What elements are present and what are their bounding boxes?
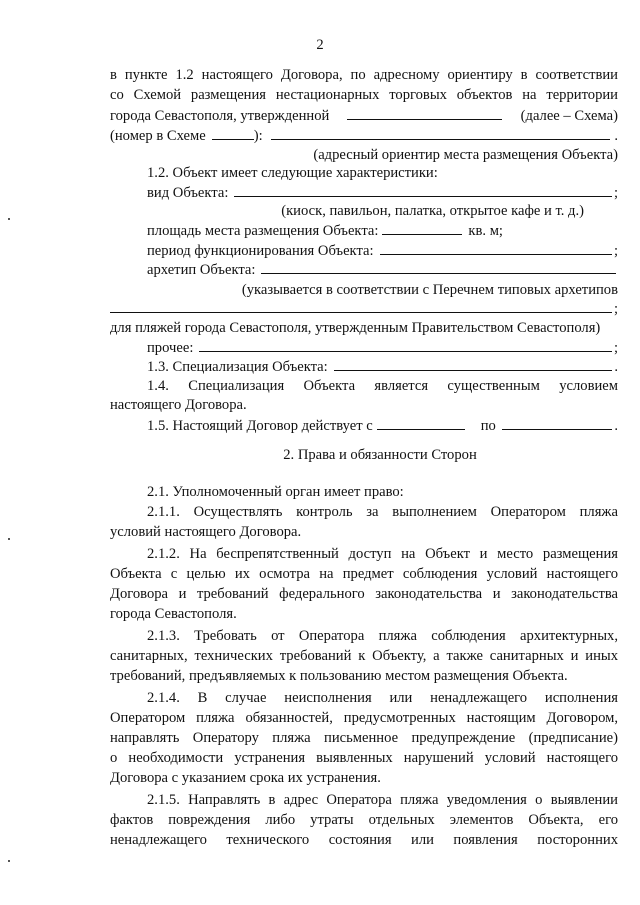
text-fragment: архетип Объекта: — [147, 262, 256, 278]
text-fragment: 1.5. Настоящий Договор действует с — [147, 418, 373, 434]
field-hint: (указывается в соответствии с Перечнем типовых архетипов — [241, 282, 618, 298]
text-line: 2.1.1. Осуществлять контроль за выполнением Оператором пляжа — [147, 504, 618, 520]
text-line: ненадлежащего технического состояния или появления посторонних — [110, 832, 618, 848]
blank-field — [271, 125, 611, 140]
text-line — [110, 105, 618, 125]
text-line: 2.1. Уполномоченный орган имеет право: — [147, 484, 404, 500]
text-line: 2.1.2. На беспрепятственный доступ на Объект и место размещения — [147, 546, 618, 562]
text-line: Оператором пляжа обязанностей, предусмотренных настоящим Договором, — [110, 710, 618, 726]
text-fragment: 1.3. Специализация Объекта: — [147, 359, 328, 375]
text-line — [147, 415, 618, 435]
text-fragment: кв. м; — [468, 223, 503, 239]
scan-margin-mark — [8, 218, 10, 220]
section-heading: 2. Права и обязанности Сторон — [283, 447, 477, 463]
blank-field — [502, 415, 613, 430]
scan-margin-mark — [8, 538, 10, 540]
blank-field — [261, 259, 616, 274]
blank-field — [334, 356, 613, 371]
text-line — [147, 259, 618, 279]
text-fragment: ; — [613, 340, 618, 356]
text-line: в пункте 1.2 настоящего Договора, по адресному ориентиру в соответствии — [110, 67, 618, 83]
text-line: Договора с указанием срока их устранения. — [110, 770, 381, 786]
text-line: направлять Оператору пляжа письменное предупреждение (предписание) — [110, 730, 618, 746]
text-fragment: . — [614, 128, 618, 144]
blank-field — [234, 182, 612, 197]
field-hint: (киоск, павильон, палатка, открытое кафе и т. д.) — [281, 203, 584, 219]
blank-field — [212, 125, 254, 140]
text-line: Объекта с целью их осмотра на предмет соблюдения условий настоящего — [110, 566, 618, 582]
text-line: требований, предъявляемых к пользованию местом размещения Объекта. — [110, 668, 568, 684]
text-fragment: по — [480, 418, 496, 434]
text-line — [110, 298, 618, 318]
page-number: 2 — [316, 37, 324, 53]
blank-field — [199, 337, 612, 352]
text-line: города Севастополя. — [110, 606, 237, 622]
text-fragment: (номер в Схеме — [110, 128, 206, 144]
blank-field — [380, 240, 612, 255]
field-hint: (адресный ориентир места размещения Объекта) — [313, 147, 618, 163]
text-fragment: города Севастополя, утвержденной — [110, 108, 330, 124]
text-line: Договора и требований федерального законодательства и законодательства — [110, 586, 618, 602]
blank-field — [377, 415, 465, 430]
text-fragment: период функционирования Объекта: — [147, 243, 374, 259]
text-fragment: вид Объекта: — [147, 185, 229, 201]
text-line: условий настоящего Договора. — [110, 524, 302, 540]
text-fragment: ; — [613, 185, 618, 201]
text-fragment: ): — [253, 128, 263, 144]
text-line: 2.1.5. Направлять в адрес Оператора пляжа уведомления о выявлении — [147, 792, 618, 808]
text-line: о необходимости устранения выявленных нарушений условий настоящего — [110, 750, 618, 766]
text-line — [147, 240, 618, 260]
blank-field — [347, 105, 502, 120]
text-fragment: площадь места размещения Объекта: — [147, 223, 379, 239]
scan-margin-mark — [8, 860, 10, 862]
text-line: настоящего Договора. — [110, 397, 247, 413]
text-fragment: ; — [613, 243, 618, 259]
text-fragment: . — [614, 359, 618, 375]
text-line: 2.1.3. Требовать от Оператора пляжа соблюдения архитектурных, — [147, 628, 618, 644]
text-line — [110, 125, 618, 145]
text-line — [147, 182, 618, 202]
text-line: санитарных, технических требований к Объекту, а также санитарных и иных — [110, 648, 618, 664]
text-fragment: прочее: — [147, 340, 194, 356]
text-line: 1.4. Специализация Объекта является существенным условием — [147, 378, 618, 394]
text-fragment: ; — [613, 301, 618, 317]
text-line — [147, 337, 618, 357]
text-line: 2.1.4. В случае неисполнения или ненадлежащего исполнения — [147, 690, 618, 706]
text-line: со Схемой размещения нестационарных торговых объектов на территории — [110, 87, 618, 103]
blank-field — [382, 220, 462, 235]
text-line — [147, 356, 618, 376]
text-line: фактов повреждения либо утраты отдельных элементов Объекта, его — [110, 812, 618, 828]
text-line: 1.2. Объект имеет следующие характеристики: — [147, 165, 438, 181]
text-fragment: (далее – Схема) — [520, 108, 618, 124]
field-hint: для пляжей города Севастополя, утвержденным Правительством Севастополя) — [110, 320, 601, 336]
text-line — [147, 220, 618, 240]
blank-field — [110, 298, 612, 313]
text-fragment: . — [614, 418, 618, 434]
